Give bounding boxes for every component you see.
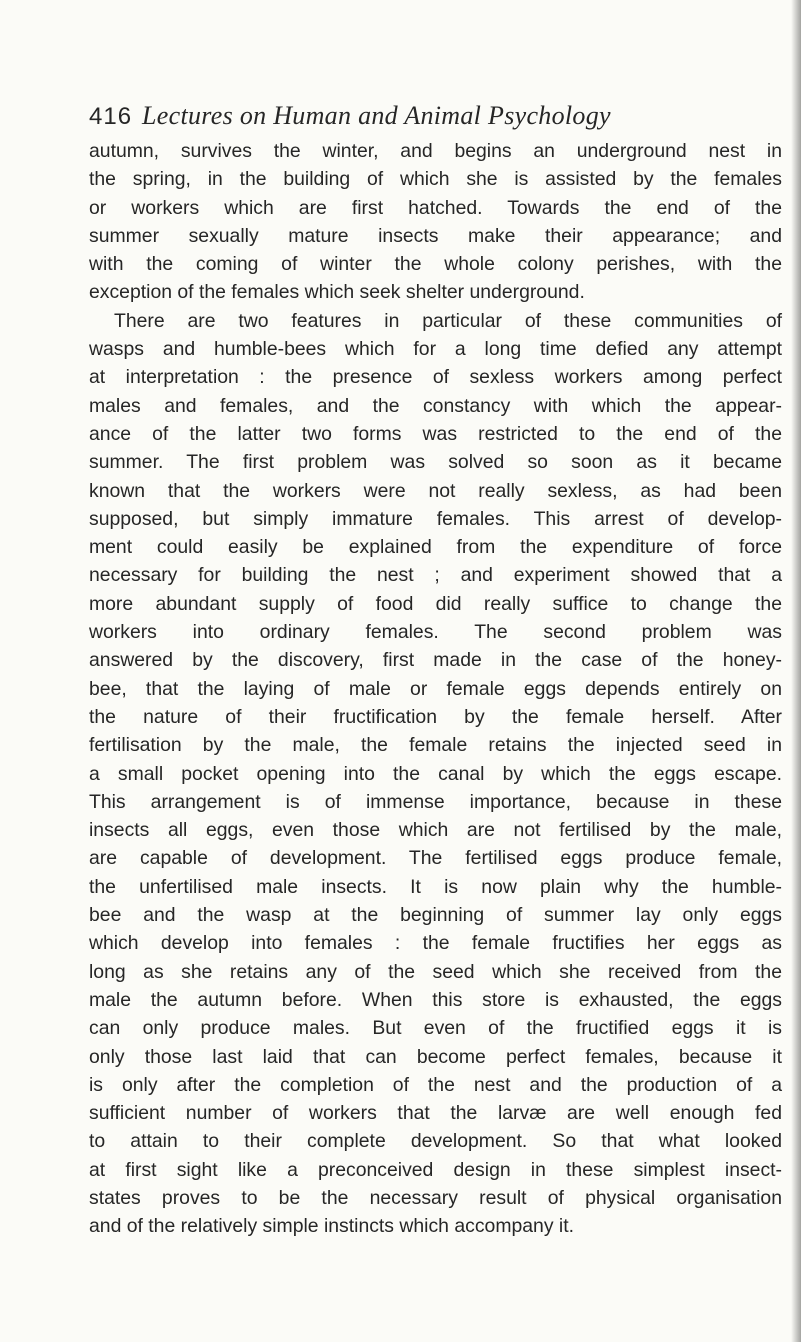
text-line: a small pocket opening into the canal by which the eggs escape.: [89, 762, 782, 785]
text-line: the nature of their fructification by the female herself. After: [89, 705, 782, 728]
text-line: summer sexually mature insects make their appearance; and: [89, 224, 782, 247]
text-line: necessary for building the nest ; and experiment showed that a: [89, 564, 782, 587]
text-line: sufficient number of workers that the larvæ are well enough fed: [89, 1102, 782, 1125]
body-text: [89, 137, 782, 1241]
text-line: is only after the completion of the nest and the production of a: [89, 1073, 782, 1096]
text-line: answered by the discovery, first made in the case of the honey-: [89, 649, 782, 672]
text-line: There are two features in particular of these communities of: [114, 309, 782, 332]
text-line: with the coming of winter the whole colony perishes, with the: [89, 253, 782, 276]
text-line: at interpretation : the presence of sexless workers among perfect: [89, 366, 782, 389]
text-line: male the autumn before. When this store is exhausted, the eggs: [89, 988, 782, 1011]
text-line: states proves to be the necessary result of physical organisation: [89, 1186, 782, 1209]
text-line: known that the workers were not really sexless, as had been: [89, 479, 782, 502]
text-line: ance of the latter two forms was restricted to the end of the: [89, 422, 782, 445]
text-line: the unfertilised male insects. It is now plain why the humble-: [89, 875, 782, 898]
text-line: long as she retains any of the seed which she received from the: [89, 960, 782, 983]
text-line: at first sight like a preconceived design in these simplest insect-: [89, 1158, 782, 1181]
running-head: [89, 98, 611, 134]
text-line: can only produce males. But even of the fructified eggs it is: [89, 1017, 782, 1040]
text-line: or workers which are first hatched. Towards the end of the: [89, 196, 782, 219]
text-line: wasps and humble-bees which for a long time defied any attempt: [89, 338, 782, 361]
text-line: which develop into females : the female fructifies her eggs as: [89, 932, 782, 955]
page-edge-shadow: [791, 0, 801, 1342]
text-line: and of the relatively simple instincts which accompany it.: [89, 1215, 574, 1238]
text-line: ment could easily be explained from the expenditure of force: [89, 536, 782, 559]
text-line: the spring, in the building of which she is assisted by the females: [89, 168, 782, 191]
text-line: males and females, and the constancy with which the appear-: [89, 394, 782, 417]
running-title: Lectures on Human and Animal Psychology: [142, 101, 611, 130]
text-line: This arrangement is of immense importance, because in these: [89, 790, 782, 813]
page-number: 416: [89, 103, 133, 130]
text-line: only those last laid that can become perfect females, because it: [89, 1045, 782, 1068]
text-line: bee, that the laying of male or female eggs depends entirely on: [89, 677, 782, 700]
text-line: bee and the wasp at the beginning of summer lay only eggs: [89, 904, 782, 927]
text-line: more abundant supply of food did really suffice to change the: [89, 592, 782, 615]
text-line: workers into ordinary females. The second problem was: [89, 621, 782, 644]
text-line: exception of the females which seek shelter underground.: [89, 281, 585, 304]
text-line: summer. The first problem was solved so soon as it became: [89, 451, 782, 474]
text-line: autumn, survives the winter, and begins an underground nest in: [89, 140, 782, 162]
text-line: supposed, but simply immature females. This arrest of develop-: [89, 507, 782, 530]
text-line: are capable of development. The fertilised eggs produce female,: [89, 847, 782, 870]
text-line: insects all eggs, even those which are not fertilised by the male,: [89, 819, 782, 842]
text-line: fertilisation by the male, the female retains the injected seed in: [89, 734, 782, 757]
text-line: to attain to their complete development. So that what looked: [89, 1130, 782, 1153]
